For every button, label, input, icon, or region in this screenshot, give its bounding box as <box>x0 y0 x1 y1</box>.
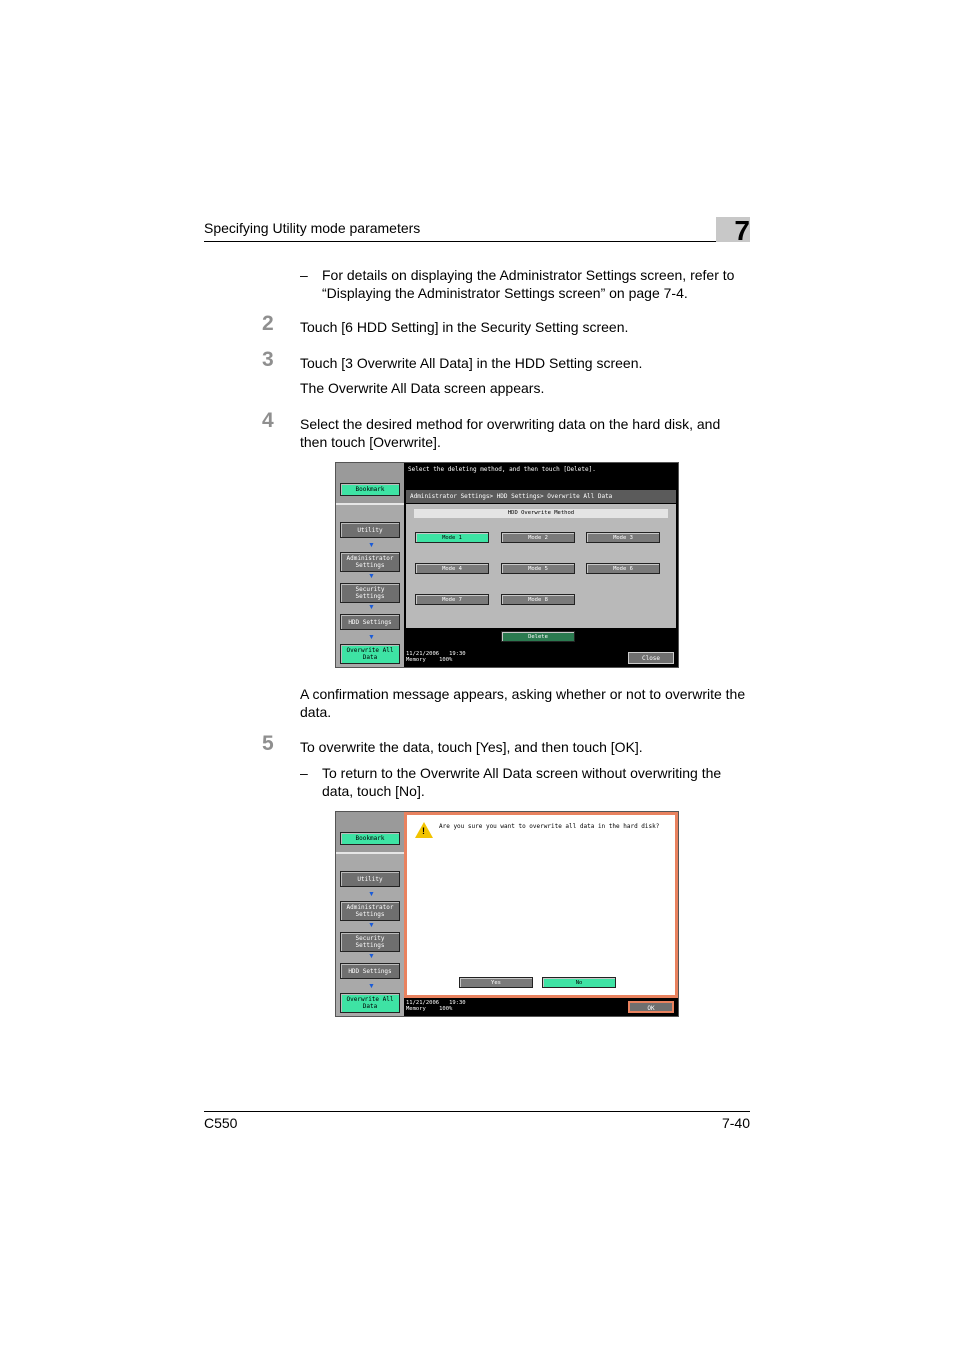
mode-6-button[interactable]: Mode 6 <box>586 563 660 574</box>
header-rule <box>204 241 750 242</box>
no-button[interactable]: No <box>542 977 616 988</box>
status-date: 11/21/2006 <box>406 1000 440 1006</box>
running-header: Specifying Utility mode parameters <box>204 220 421 236</box>
step-number-2: 2 <box>262 312 274 335</box>
mode-7-button[interactable]: Mode 7 <box>415 594 489 605</box>
hdd-overwrite-method-title: HDD Overwrite Method <box>414 509 668 518</box>
step-number-4: 4 <box>262 409 274 432</box>
arrow-down-icon: ▼ <box>368 634 375 641</box>
confirmation-dialog <box>404 812 678 998</box>
confirmation-dialog-screenshot <box>335 811 679 1017</box>
administrator-settings-button[interactable]: Administrator Settings <box>340 552 400 572</box>
yes-button[interactable]: Yes <box>459 977 533 988</box>
bullet-dash: – <box>300 765 308 781</box>
instruction-message: Select the deleting method, and then touch [Delete]. <box>404 463 678 488</box>
bullet-admin-settings-ref: For details on displaying the Administrator Settings screen, refer to “Displaying the Administrator Settings screen” on page 7-4. <box>322 267 735 301</box>
bookmark-button[interactable]: Bookmark <box>340 483 400 496</box>
security-settings-button[interactable]: Security Settings <box>340 583 400 603</box>
footer-rule <box>204 1111 750 1112</box>
arrow-down-icon: ▼ <box>368 542 375 549</box>
overwrite-all-data-button[interactable]: Overwrite All Data <box>340 644 400 664</box>
arrow-down-icon: ▼ <box>368 922 375 929</box>
security-settings-button[interactable]: Security Settings <box>340 932 400 952</box>
status-date: 11/21/2006 <box>406 651 440 657</box>
memory-label: Memory <box>406 1006 426 1012</box>
bookmark-button[interactable]: Bookmark <box>340 832 400 845</box>
delete-button[interactable]: Delete <box>501 631 575 642</box>
arrow-down-icon: ▼ <box>368 983 375 990</box>
hdd-settings-button[interactable]: HDD Settings <box>340 963 400 979</box>
mode-1-button[interactable]: Mode 1 <box>415 532 489 543</box>
status-time: 19:30 <box>449 651 466 657</box>
overwrite-all-data-button[interactable]: Overwrite All Data <box>340 993 400 1013</box>
hdd-settings-button[interactable]: HDD Settings <box>340 614 400 630</box>
mode-8-button[interactable]: Mode 8 <box>501 594 575 605</box>
confirmation-description: A confirmation message appears, asking whether or not to overwrite the data. <box>300 686 746 720</box>
utility-button[interactable]: Utility <box>340 522 400 538</box>
warning-exclamation-icon: ! <box>422 826 425 836</box>
step-3-note: The Overwrite All Data screen appears. <box>300 380 545 396</box>
close-button[interactable]: Close <box>628 652 674 664</box>
mode-3-button[interactable]: Mode 3 <box>586 532 660 543</box>
bullet-return-without-overwrite: To return to the Overwrite All Data screen without overwriting the data, touch [No]. <box>322 765 722 799</box>
step-4-text: Select the desired method for overwriting data on the hard disk, and then touch [Overwrite]. <box>300 416 721 450</box>
overwrite-all-data-screenshot <box>335 462 679 668</box>
mode-2-button[interactable]: Mode 2 <box>501 532 575 543</box>
step-2-text: Touch [6 HDD Setting] in the Security Setting screen. <box>300 319 629 335</box>
mode-5-button[interactable]: Mode 5 <box>501 563 575 574</box>
step-number-5: 5 <box>262 732 274 755</box>
step-3-text: Touch [3 Overwrite All Data] in the HDD Setting screen. <box>300 355 643 371</box>
arrow-down-icon: ▼ <box>368 953 375 960</box>
arrow-down-icon: ▼ <box>368 891 375 898</box>
memory-value: 100% <box>439 1006 453 1012</box>
administrator-settings-button[interactable]: Administrator Settings <box>340 901 400 921</box>
arrow-down-icon: ▼ <box>368 573 375 580</box>
utility-button[interactable]: Utility <box>340 871 400 887</box>
status-time: 19:30 <box>449 1000 466 1006</box>
step-5-text: To overwrite the data, touch [Yes], and then touch [OK]. <box>300 739 643 755</box>
memory-value: 100% <box>439 657 453 663</box>
chapter-number: 7 <box>734 215 750 246</box>
step-number-3: 3 <box>262 348 274 371</box>
breadcrumb: Administrator Settings> HDD Settings> Overwrite All Data <box>406 490 676 503</box>
page-number: 7-40 <box>721 1115 750 1131</box>
overwrite-question: Are you sure you want to overwrite all data in the hard disk? <box>439 823 660 830</box>
bullet-dash: – <box>300 267 308 283</box>
model-name: C550 <box>204 1115 238 1131</box>
ok-button[interactable]: OK <box>628 1001 674 1013</box>
mode-4-button[interactable]: Mode 4 <box>415 563 489 574</box>
memory-label: Memory <box>406 657 426 663</box>
arrow-down-icon: ▼ <box>368 604 375 611</box>
